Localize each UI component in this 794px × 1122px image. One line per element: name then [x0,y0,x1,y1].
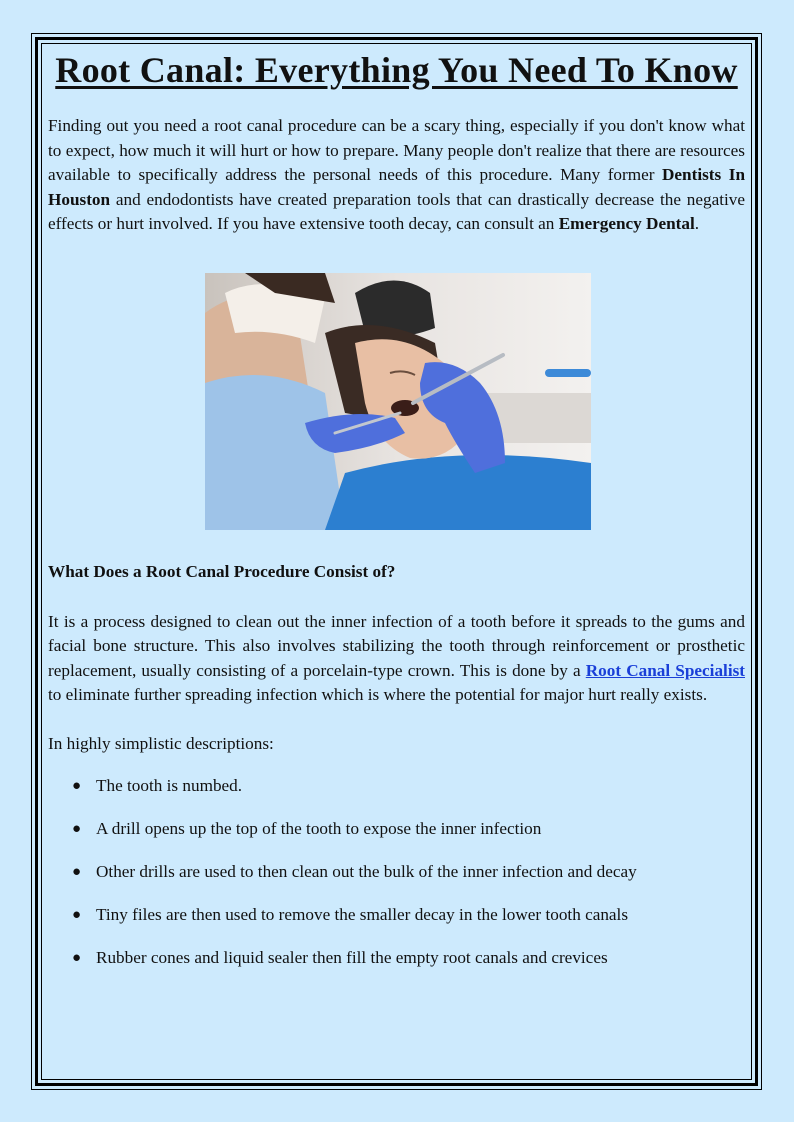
root-canal-specialist-link[interactable]: Root Canal Specialist [585,660,746,680]
intro-text-3: . [694,214,700,233]
list-item-text: A drill opens up the top of the tooth to expose the inner infection [96,819,542,838]
bullet-icon: ● [72,778,82,794]
procedure-steps-list [48,774,745,989]
list-item-text: Other drills are used to then clean out the bulk of the inner infection and decay [96,862,637,881]
list-item [48,817,745,860]
intro-paragraph [48,114,745,237]
procedure-text-1: It is a process designed to clean out the inner infection of a tooth before it spreads to the gums and facial bone structure. This also involves stabilizing the tooth through reinforcement or prosthetic replacement, usually consisting of a porcelain-type crown. This is done by a [48,611,745,680]
document-content [48,44,745,989]
list-item [48,860,745,903]
section-heading: What Does a Root Canal Procedure Consist of? [48,561,396,581]
bullet-icon: ● [72,821,82,837]
intro-text-1: Finding out you need a root canal procedure can be a scary thing, especially if you don't know what to expect, how much it will hurt or how to prepare. Many people don't realize that there are resources available to specifically address the personal needs of this procedure. Many former [48,116,745,184]
intro-bold-emergency: Emergency Dental [558,214,695,233]
bullet-icon: ● [72,864,82,880]
dental-procedure-image [205,273,591,530]
bullet-icon: ● [72,907,82,923]
list-item-text: Rubber cones and liquid sealer then fill the empty root canals and crevices [96,948,608,967]
intro-bold-dentists: Dentists In Houston [48,165,746,209]
intro-text-2: and endodontists have created preparation tools that can drastically decrease the negative effects or hurt involved. If you have extensive tooth decay, can consult an [48,189,745,233]
list-item [48,774,745,817]
list-item-text: The tooth is numbed. [96,776,243,795]
list-item-text: Tiny files are then used to remove the smaller decay in the lower tooth canals [96,905,629,924]
bullet-icon: ● [72,950,82,966]
list-item [48,946,745,989]
list-item [48,903,745,946]
simplistic-intro: In highly simplistic descriptions: [48,733,274,753]
procedure-paragraph [48,610,745,708]
procedure-text-2: to eliminate further spreading infection which is where the potential for major hurt really exists. [48,685,708,704]
page-title: Root Canal: Everything You Need To Know [55,50,738,90]
